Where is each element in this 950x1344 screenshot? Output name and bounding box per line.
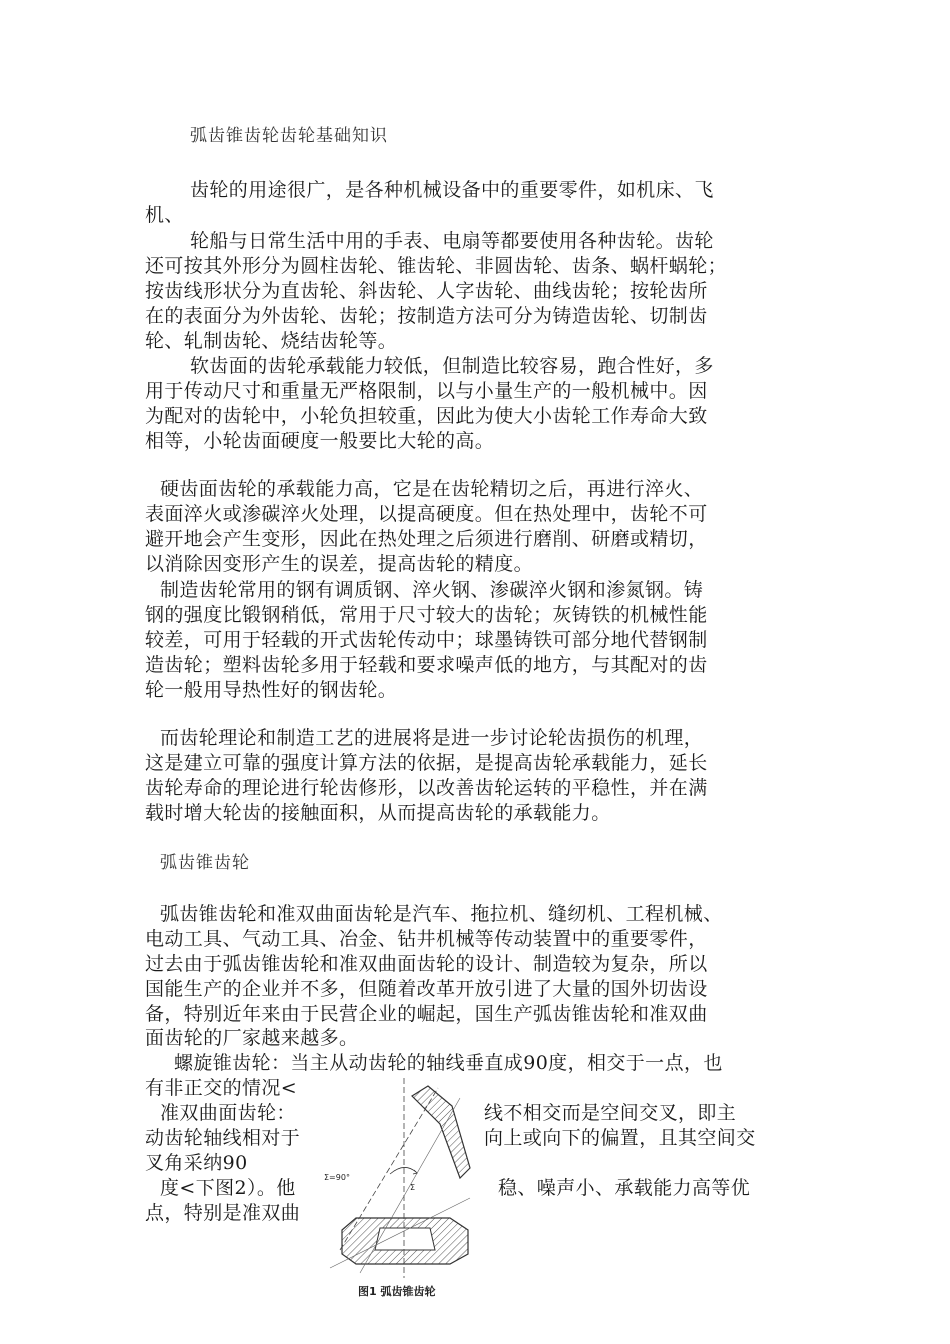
paragraph-line: 这是建立可靠的强度计算方法的依据，是提高齿轮承载能力，延长 <box>145 752 708 774</box>
paragraph-line: 机、 <box>145 204 184 226</box>
sigma-90-label: Σ=90° <box>324 1173 350 1182</box>
paragraph-line: 制造齿轮常用的钢有调质钢、淬火钢、渗碳淬火钢和渗氮钢。铸 <box>160 579 704 601</box>
paragraph-line: 螺旋锥齿轮：当主从动齿轮的轴线垂直成90度，相交于一点，也 <box>174 1052 723 1074</box>
paragraph-line: 造齿轮；塑料齿轮多用于轻载和要求噪声低的地方，与其配对的齿 <box>145 654 708 676</box>
angle-arc <box>390 1167 416 1174</box>
sigma-label: Σ <box>410 1183 416 1192</box>
document-title: 弧齿锥齿轮齿轮基础知识 <box>190 126 388 146</box>
paragraph-line: 载时增大轮齿的接触面积，从而提高齿轮的承载能力。 <box>145 802 611 824</box>
paragraph-line: 准双曲面齿轮： <box>160 1102 296 1124</box>
paragraph-line: 齿轮的用途很广，是各种机械设备中的重要零件，如机床、飞 <box>190 179 714 201</box>
paragraph-line: 轮船与日常生活中用的手表、电扇等都要使用各种齿轮。齿轮 <box>190 230 714 252</box>
paragraph-line: 线不相交而是空间交叉，即主 <box>484 1102 737 1124</box>
paragraph-line: 避开地会产生变形，因此在热处理之后须进行磨削、研磨或精切， <box>145 528 708 550</box>
paragraph-line: 齿轮寿命的理论进行轮齿修形，以改善齿轮运转的平稳性，并在满 <box>145 777 708 799</box>
pinion-section <box>412 1086 470 1178</box>
paragraph-line: 软齿面的齿轮承载能力较低，但制造比较容易，跑合性好，多 <box>190 355 714 377</box>
paragraph-line: 轮一般用导热性好的钢齿轮。 <box>145 679 398 701</box>
paragraph-line: 较差，可用于轻载的开式齿轮传动中；球墨铸铁可部分地代替钢制 <box>145 629 708 651</box>
paragraph-line: 硬齿面齿轮的承载能力高，它是在齿轮精切之后，再进行淬火、 <box>160 478 704 500</box>
paragraph-line: 有非正交的情况< <box>145 1077 298 1099</box>
paragraph-line: 钢的强度比锻钢稍低，常用于尺寸较大的齿轮；灰铸铁的机械性能 <box>145 604 708 626</box>
paragraph-line: 电动工具、气动工具、冶金、钻井机械等传动装置中的重要零件， <box>145 928 708 950</box>
paragraph-line: 弧齿锥齿轮和准双曲面齿轮是汽车、拖拉机、缝纫机、工程机械、 <box>160 903 723 925</box>
paragraph-line: 在的表面分为外齿轮、齿轮；按制造方法可分为铸造齿轮、切制齿 <box>145 305 708 327</box>
paragraph-line: 动齿轮轴线相对于 <box>145 1127 301 1149</box>
paragraph-line: 度<下图2）。他 <box>160 1177 296 1199</box>
paragraph-line: 备，特别近年来由于民营企业的崛起，国生产弧齿锥齿轮和准双曲 <box>145 1003 708 1025</box>
paragraph-line: 而齿轮理论和制造工艺的进展将是进一步讨论轮齿损伤的机理， <box>160 727 704 749</box>
paragraph-line: 轮、轧制齿轮、烧结齿轮等。 <box>145 330 398 352</box>
paragraph-line: 面齿轮的厂家越来越多。 <box>145 1027 359 1049</box>
paragraph-line: 以消除因变形产生的误差，提高齿轮的精度。 <box>145 553 534 575</box>
paragraph-line: 国能生产的企业并不多，但随着改革开放引进了大量的国外切齿设 <box>145 978 708 1000</box>
paragraph-line: 点，特别是准双曲 <box>145 1202 301 1224</box>
paragraph-line: 按齿线形状分为直齿轮、斜齿轮、人字齿轮、曲线齿轮；按轮齿所 <box>145 280 708 302</box>
figure-caption: 图1 弧齿锥齿轮 <box>358 1285 436 1298</box>
paragraph-line: 为配对的齿轮中，小轮负担较重，因此为使大小齿轮工作寿命大致 <box>145 405 708 427</box>
paragraph-line: 还可按其外形分为圆柱齿轮、锥齿轮、非圆齿轮、齿条、蜗杆蜗轮； <box>145 255 728 277</box>
section-heading: 弧齿锥齿轮 <box>160 853 250 873</box>
paragraph-line: 用于传动尺寸和重量无严格限制，以与小量生产的一般机械中。因 <box>145 380 708 402</box>
bevel-gear-diagram <box>320 1078 476 1283</box>
bevel-gear-figure <box>320 1078 476 1308</box>
paragraph-line: 稳、噪声小、承载能力高等优 <box>498 1177 751 1199</box>
paragraph-line: 过去由于弧齿锥齿轮和准双曲面齿轮的设计、制造较为复杂，所以 <box>145 953 708 975</box>
paragraph-line: 相等，小轮齿面硬度一般要比大轮的高。 <box>145 430 495 452</box>
paragraph-line: 叉角采纳90 <box>145 1152 248 1174</box>
paragraph-line: 向上或向下的偏置，且其空间交 <box>484 1127 756 1149</box>
paragraph-line: 表面淬火或渗碳淬火处理，以提高硬度。但在热处理中，齿轮不可 <box>145 503 708 525</box>
